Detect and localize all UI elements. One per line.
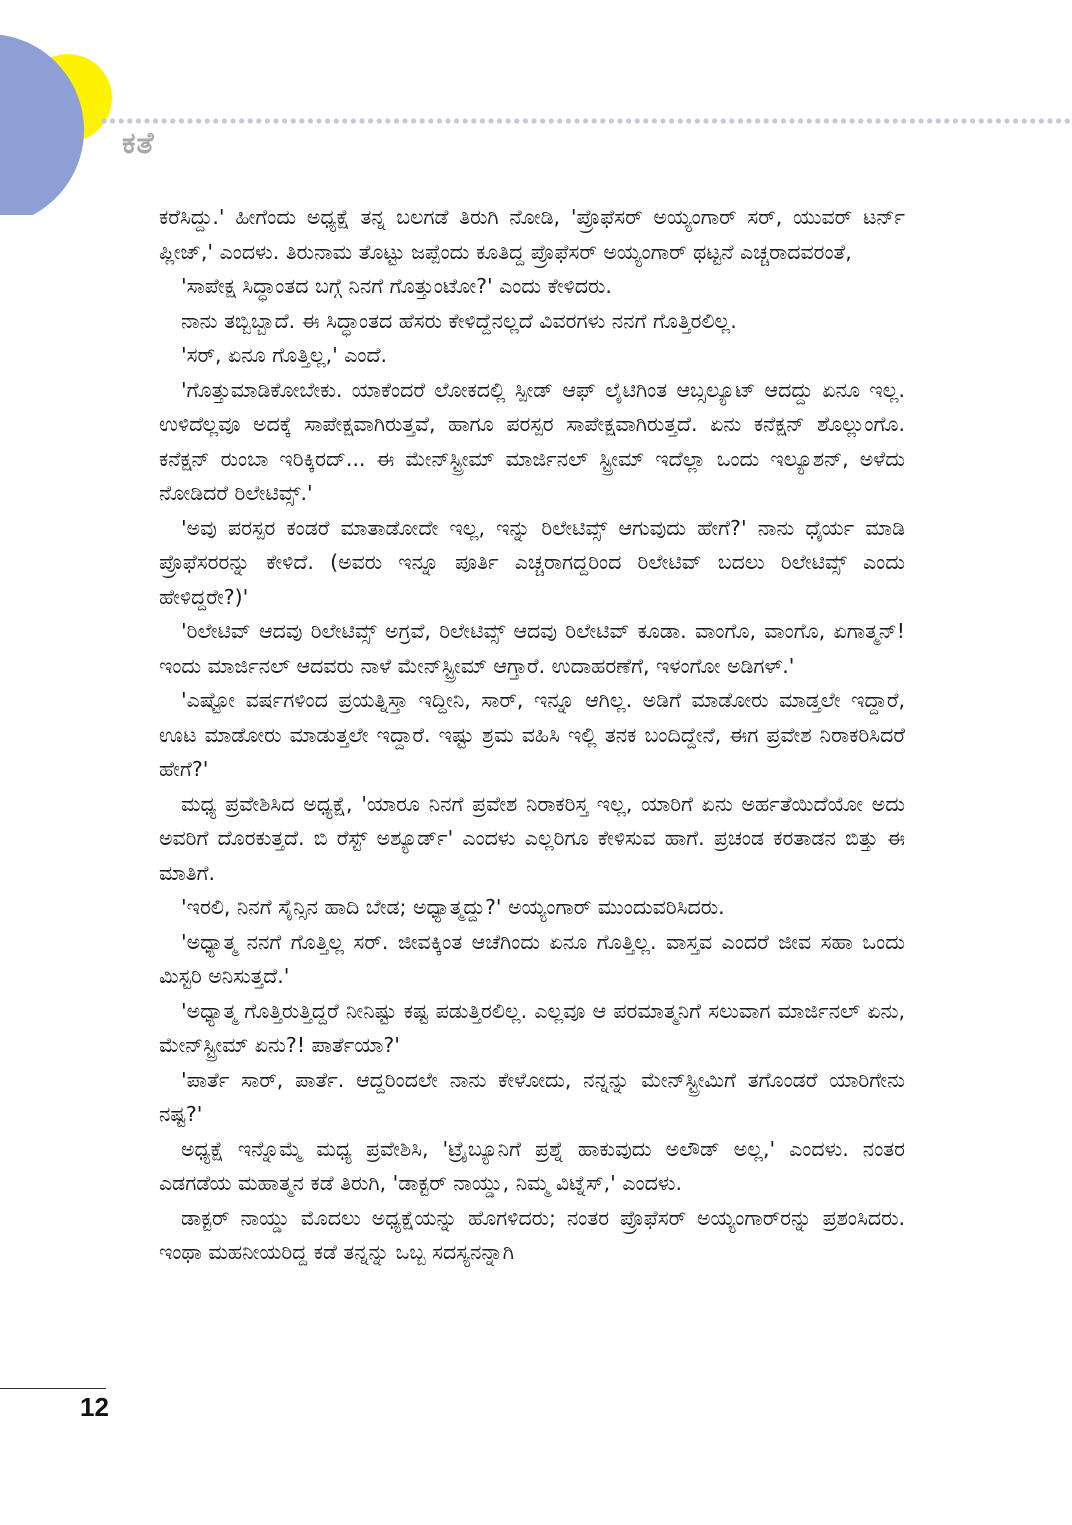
dot — [832, 118, 837, 123]
dot — [617, 118, 622, 123]
dot — [875, 118, 880, 123]
dot — [660, 118, 665, 123]
paragraph: 'ರಿಲೇಟಿವ್ ಆದವು ರಿಲೇಟಿವ್ಸ್ ಅಗ್ರವೆ, ರಿಲೇಟಿವ್ಸ್ ಆದವು ರಿಲೇಟಿವ್ ಕೂಡಾ. ವಾಂಗೊ, ವಾಂಗೊ, ಏಗಾತ್ಮನ್! ಇಂದು ಮಾರ್ಜಿನಲ್ ಆದವರು ನಾಳೆ ಮೇನ್‌ಸ್ಟ್ರೀಮ್ ಆಗ್ತಾರೆ. ಉದಾಹರಣೆಗೆ, ಇಳಂಗೋ ಅಡಿಗಳ್.' — [159, 619, 905, 678]
paragraph: 'ಎಷ್ಟೋ ವರ್ಷಗಳಿಂದ ಪ್ರಯತ್ನಿಸ್ತಾ ಇದ್ದೀನಿ, ಸಾರ್, ಇನ್ನೂ ಆಗಿಲ್ಲ. ಅಡಿಗೆ ಮಾಡೋರು ಮಾಡ್ತಲೇ ಇದ್ದಾರೆ, ಊಟ ಮಾಡೋರು ಮಾಡುತ್ತಲೇ ಇದ್ದಾರೆ. ಇಷ್ಟು ಶ್ರಮ ವಹಿಸಿ ಇಲ್ಲಿ ತನಕ ಬಂದಿದ್ದೇನೆ, ಈಗ ಪ್ರವೇಶ ನಿರಾಕರಿಸಿದರೆ ಹೇಗೆ?' — [159, 688, 905, 781]
dot — [179, 118, 184, 123]
dotted-rule — [101, 118, 1069, 123]
dot — [480, 118, 485, 123]
dot — [1047, 118, 1052, 123]
dot — [807, 118, 812, 123]
dot — [213, 118, 218, 123]
dot — [721, 118, 726, 123]
dot — [316, 118, 321, 123]
paragraph: ನಾನು ತಬ್ಬಿಬ್ಬಾದೆ. ಈ ಸಿದ್ಧಾಂತದ ಹೆಸರು ಕೇಳಿದ್ದೆನಲ್ಲದೆ ವಿವರಗಳು ನನಗೆ ಗೊತ್ತಿರಲಿಲ್ಲ. — [181, 308, 737, 333]
dot — [428, 118, 433, 123]
dot — [635, 118, 640, 123]
dot — [927, 118, 932, 123]
dot — [411, 118, 416, 123]
dot — [385, 118, 390, 123]
dot — [893, 118, 898, 123]
dot — [815, 118, 820, 123]
dot — [936, 118, 941, 123]
dot — [153, 118, 158, 123]
dot — [729, 118, 734, 123]
dot — [798, 118, 803, 123]
dot — [626, 118, 631, 123]
footer-rule — [0, 1388, 106, 1389]
paragraph: 'ಗೊತ್ತುಮಾಡಿಕೋಬೇಕು. ಯಾಕೆಂದರೆ ಲೋಕದಲ್ಲಿ ಸ್ಪೀಡ್ ಆಫ್ ಲೈಟಿಗಿಂತ ಆಬ್ಸಲ್ಯೂಟ್ ಆದದ್ದು ಏನೂ ಇಲ್ಲ. ಉಳಿದೆಲ್ಲವೂ ಅದಕ್ಕೆ ಸಾಪೇಕ್ಷವಾಗಿರುತ್ತವೆ, ಹಾಗೂ ಪರಸ್ಪರ ಸಾಪೇಕ್ಷವಾಗಿರುತ್ತದೆ. ಏನು ಕನೆಕ್ಷನ್ ಶೊಲ್ಲುಂಗೊ. ಕನೆಕ್ಷನ್ ರುಂಬಾ ಇರಿಕ್ಕಿರದ್... ಈ ಮೇನ್‌ಸ್ಟ್ರೀಮ್ ಮಾರ್ಜಿನಲ್ ಸ್ಟ್ರೀಮ್ ಇದೆಲ್ಲಾ ಒಂದು ಇಲ್ಯೂಶನ್, ಅಳೆದು ನೋಡಿದರೆ ರಿಲೇಟಿವ್ಸ್.' — [159, 377, 905, 505]
dot — [600, 118, 605, 123]
dot — [162, 118, 167, 123]
dot — [1004, 118, 1009, 123]
dot — [772, 118, 777, 123]
dot — [1022, 118, 1027, 123]
dot — [265, 118, 270, 123]
dot — [592, 118, 597, 123]
dot — [987, 118, 992, 123]
dot — [901, 118, 906, 123]
dot — [230, 118, 235, 123]
dot — [394, 118, 399, 123]
dot — [643, 118, 648, 123]
dot — [144, 118, 149, 123]
paragraph: ಕರೆಸಿದ್ದು.' ಹೀಗೆಂದು ಅಧ್ಯಕ್ಷೆ ತನ್ನ ಬಲಗಡೆ ತಿರುಗಿ ನೋಡಿ, 'ಪ್ರೊಫೆಸರ್ ಅಯ್ಯಂಗಾರ್ ಸರ್, ಯುವರ್ ಟರ್ನ್ ಪ್ಲೀಜ್,' ಎಂದಳು. ತಿರುನಾಮ ತೊಟ್ಟು ಜಪ್ಪೆಂದು ಕೂತಿದ್ದ ಪ್ರೊಫೆಸರ್ ಅಯ್ಯಂಗಾರ್ ಥಟ್ಟನೆ ಎಚ್ಚರಾದವರಂತೆ, — [159, 205, 905, 264]
dot — [557, 118, 562, 123]
dot — [308, 118, 313, 123]
dot — [996, 118, 1001, 123]
dot — [523, 118, 528, 123]
story-text — [159, 200, 905, 1270]
dot — [867, 118, 872, 123]
dot — [540, 118, 545, 123]
dot — [910, 118, 915, 123]
dot — [764, 118, 769, 123]
dot — [170, 118, 175, 123]
dot — [342, 118, 347, 123]
dot — [325, 118, 330, 123]
dot — [282, 118, 287, 123]
paragraph: ಅಧ್ಯಕ್ಷೆ ಇನ್ನೊಮ್ಮೆ ಮಧ್ಯ ಪ್ರವೇಶಿಸಿ, 'ಟ್ರೈಬ್ಯೂನಿಗೆ ಪ್ರಶ್ನೆ ಹಾಕುವುದು ಅಲೌಡ್ ಅಲ್ಲ,' ಎಂದಳು. ನಂತರ ಎಡಗಡೆಯ ಮಹಾತ್ಮನ ಕಡೆ ತಿರುಗಿ, 'ಡಾಕ್ಟರ್ ನಾಯ್ಡು, ನಿಮ್ಮ ವಿಟ್ನೆಸ್,' ಎಂದಳು. — [159, 1136, 905, 1195]
dot — [686, 118, 691, 123]
dot — [127, 118, 132, 123]
dot — [420, 118, 425, 123]
dot — [514, 118, 519, 123]
dot — [101, 118, 106, 123]
dot — [583, 118, 588, 123]
dot — [574, 118, 579, 123]
dot — [119, 118, 124, 123]
dot — [781, 118, 786, 123]
dot — [1056, 118, 1061, 123]
dot — [970, 118, 975, 123]
dot — [755, 118, 760, 123]
dot — [1030, 118, 1035, 123]
dot — [652, 118, 657, 123]
dot — [248, 118, 253, 123]
dot — [437, 118, 442, 123]
dot — [858, 118, 863, 123]
dot — [953, 118, 958, 123]
dot — [961, 118, 966, 123]
dot — [488, 118, 493, 123]
dot — [738, 118, 743, 123]
dot — [299, 118, 304, 123]
dot — [678, 118, 683, 123]
dot — [884, 118, 889, 123]
dot — [703, 118, 708, 123]
dot — [918, 118, 923, 123]
dot — [368, 118, 373, 123]
dot — [454, 118, 459, 123]
dot — [1039, 118, 1044, 123]
dot — [841, 118, 846, 123]
paragraph: 'ಅಧ್ಯಾತ್ಮ ನನಗೆ ಗೊತ್ತಿಲ್ಲ ಸರ್. ಜೀವಕ್ಕಿಂತ ಆಚೆಗಿಂದು ಏನೂ ಗೊತ್ತಿಲ್ಲ. ವಾಸ್ತವ ಎಂದರೆ ಜೀವ ಸಹಾ ಒಂದು ಮಿಸ್ಟರಿ ಅನಿಸುತ್ತದೆ.' — [159, 929, 905, 988]
dot — [222, 118, 227, 123]
page-number: 12 — [80, 1392, 109, 1422]
dot — [110, 118, 115, 123]
dot — [256, 118, 261, 123]
dot — [746, 118, 751, 123]
paragraph: 'ಇರಲಿ, ನಿನಗೆ ಸೈನ್ಸಿನ ಹಾದಿ ಬೇಡ; ಅಧ್ಯಾತ್ಮದ್ದು?' ಅಯ್ಯಂಗಾರ್ ಮುಂದುವರಿಸಿದರು. — [181, 895, 725, 919]
dot — [549, 118, 554, 123]
dot — [187, 118, 192, 123]
dot — [239, 118, 244, 123]
dot — [291, 118, 296, 123]
paragraph: ಡಾಕ್ಟರ್ ನಾಯ್ಡು ಮೊದಲು ಅಧ್ಯಕ್ಷೆಯನ್ನು ಹೊಗಳಿದರು; ನಂತರ ಪ್ರೊಫೆಸರ್ ಅಯ್ಯಂಗಾರ್‌ರನ್ನು ಪ್ರಶಂಸಿದರು. ಇಂಥಾ ಮಹನೀಯರಿದ್ದ ಕಡೆ ತನ್ನನ್ನು ಒಬ್ಬ ಸದಸ್ಯನನ್ನಾಗಿ — [159, 1205, 905, 1264]
dot — [196, 118, 201, 123]
dot — [351, 118, 356, 123]
header-decoration — [0, 0, 1072, 215]
dot — [273, 118, 278, 123]
dot — [789, 118, 794, 123]
dot — [359, 118, 364, 123]
dot — [712, 118, 717, 123]
dot — [609, 118, 614, 123]
paragraph: 'ಪಾರ್ತೆ ಸಾರ್, ಪಾರ್ತೆ. ಆದ್ದರಿಂದಲೇ ನಾನು ಕೇಳೋದು, ನನ್ನನ್ನು ಮೇನ್‌ಸ್ಟ್ರೀಮಿಗೆ ತಗೊಂಡರೆ ಯಾರಿಗೇನು ನಷ್ಟ?' — [159, 1067, 905, 1126]
dot — [566, 118, 571, 123]
paragraph: 'ಅವು ಪರಸ್ಪರ ಕಂಡರೆ ಮಾತಾಡೋದೇ ಇಲ್ಲ, ಇನ್ನು ರಿಲೇಟಿವ್ಸ್ ಆಗುವುದು ಹೇಗೆ?' ನಾನು ಧೈರ್ಯ ಮಾಡಿ ಪ್ರೊಫೆಸರರನ್ನು ಕೇಳಿದೆ. (ಅವರು ಇನ್ನೂ ಪೂರ್ತಿ ಎಚ್ಚರಾಗದ್ದರಿಂದ ರಿಲೇಟಿವ್ ಬದಲು ರಿಲೇಟಿವ್ಸ್ ಎಂದು ಹೇಳಿದ್ದರೇ?)' — [159, 515, 905, 609]
dot — [531, 118, 536, 123]
dot — [205, 118, 210, 123]
dot — [824, 118, 829, 123]
dot — [1065, 118, 1070, 123]
dot — [445, 118, 450, 123]
section-label: ಕತೆ — [122, 126, 155, 161]
dot — [506, 118, 511, 123]
dot — [1013, 118, 1018, 123]
dot — [669, 118, 674, 123]
dot — [471, 118, 476, 123]
dot — [850, 118, 855, 123]
paragraph: 'ಸಾಪೇಕ್ಷ ಸಿದ್ಧಾಂತದ ಬಗ್ಗೆ ನಿನಗೆ ಗೊತ್ತುಂಟೋ?' ಎಂದು ಕೇಳಿದರು. — [181, 274, 612, 298]
dot — [334, 118, 339, 123]
dot — [402, 118, 407, 123]
dot — [377, 118, 382, 123]
dot — [463, 118, 468, 123]
paragraph: ಮಧ್ಯ ಪ್ರವೇಶಿಸಿದ ಅಧ್ಯಕ್ಷೆ, 'ಯಾರೂ ನಿನಗೆ ಪ್ರವೇಶ ನಿರಾಕರಿಸ್ತ ಇಲ್ಲ, ಯಾರಿಗೆ ಏನು ಅರ್ಹತೆಯಿದೆಯೋ ಅದು ಅವರಿಗೆ ದೊರಕುತ್ತದೆ. ಬಿ ರೆಸ್ಟ್ ಅಶ್ಯೂರ್ಡ್' ಎಂದಳು ಎಲ್ಲರಿಗೂ ಕೇಳಿಸುವ ಹಾಗೆ. ಪ್ರಚಂಡ ಕರತಾಡನ ಬಿತ್ತು ಈ ಮಾತಿಗೆ. — [159, 791, 905, 885]
paragraph: 'ಅಧ್ಯಾತ್ಮ ಗೊತ್ತಿರುತ್ತಿದ್ದರೆ ನೀನಿಷ್ಟು ಕಷ್ಟ ಪಡುತ್ತಿರಲಿಲ್ಲ. ಎಲ್ಲವೂ ಆ ಪರಮಾತ್ಮನಿಗೆ ಸಲುವಾಗ ಮಾರ್ಜಿನಲ್ ಏನು, ಮೇನ್‌ಸ್ಟ್ರೀಮ್ ಏನು?! ಪಾರ್ತೆಯಾ?' — [159, 998, 905, 1057]
dot — [695, 118, 700, 123]
dot — [979, 118, 984, 123]
dot — [497, 118, 502, 123]
dot — [136, 118, 141, 123]
dot — [944, 118, 949, 123]
paragraph: 'ಸರ್, ಏನೂ ಗೊತ್ತಿಲ್ಲ,' ಎಂದೆ. — [181, 343, 388, 367]
